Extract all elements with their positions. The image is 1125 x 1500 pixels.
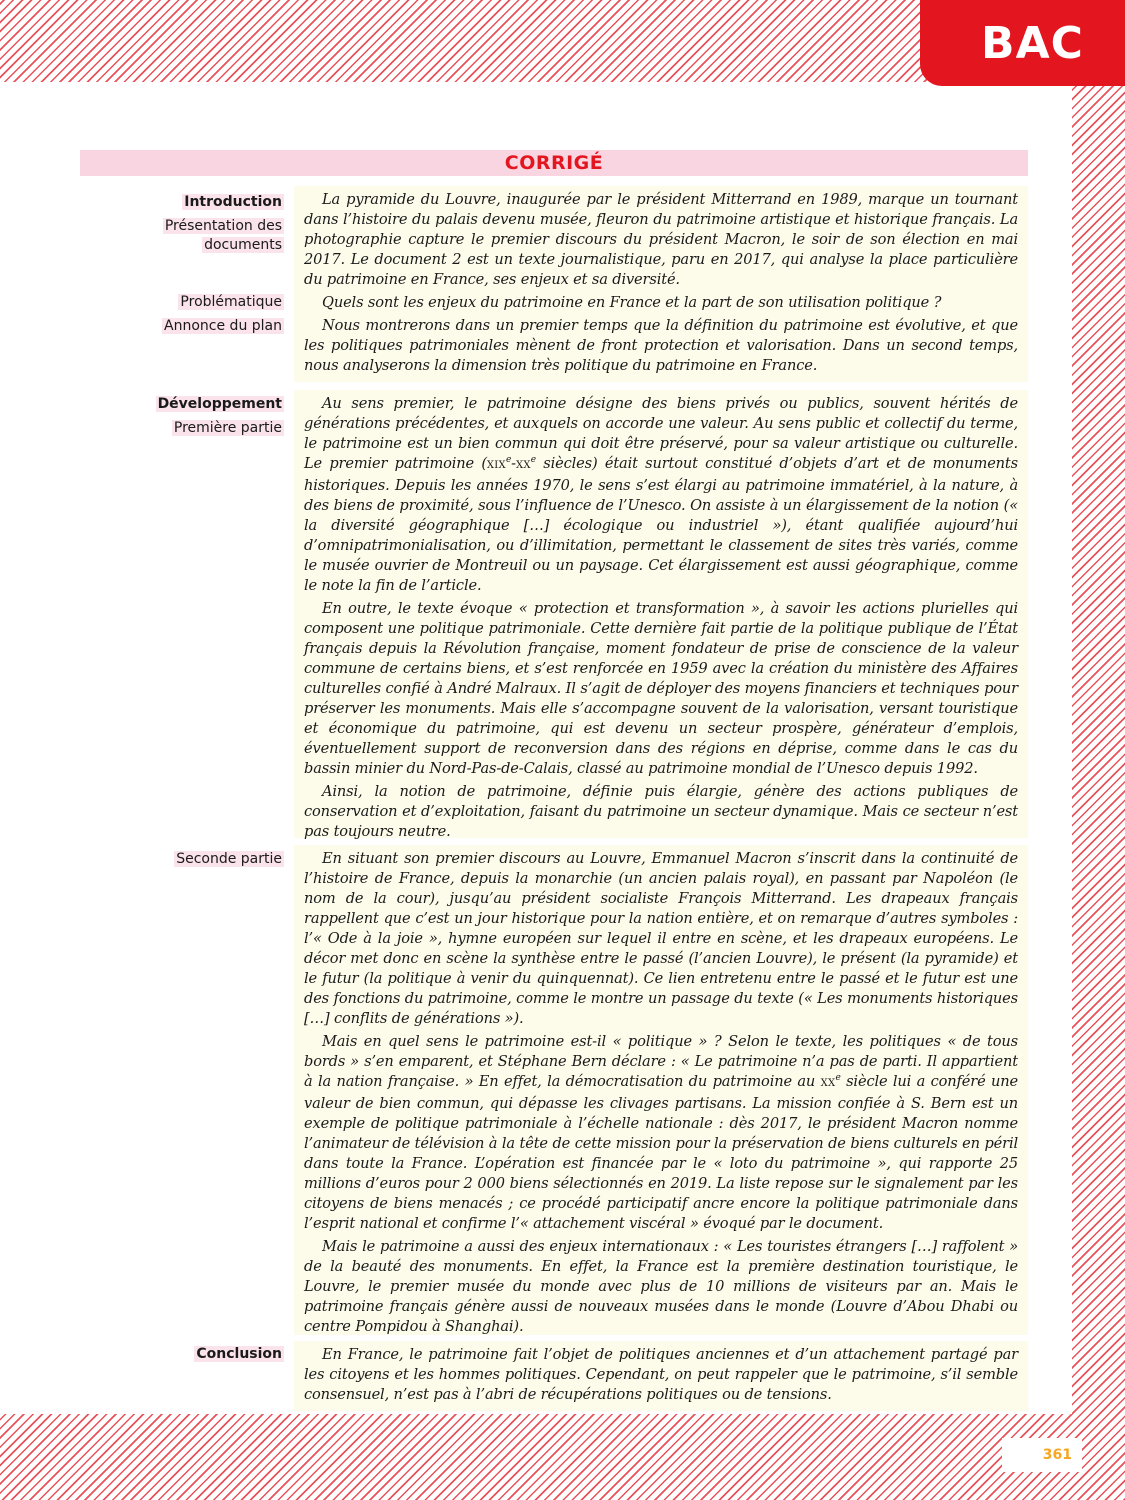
label-annonce: Annonce du plan (164, 318, 282, 334)
intro-presentation-text: La pyramide du Louvre, inaugurée par le président Mitterrand en 1989, marque un tournant dans l’histoire du palais devenu musée, fleuron du patrimoine artistique et historique français. La photographie capture le premier discours du président Macron, le soir de son élection en mai 2017. Le document 2 est un texte journalistique, paru en 2017, qui analyse la place particulière du patrimoine en France, ses enjeux et sa diversité. (304, 191, 1018, 288)
label-conclusion: Conclusion (196, 1346, 282, 1362)
section-premiere-partie (294, 390, 1028, 838)
part2-paragraph-2: Mais en quel sens le patrimoine est-il « politique » ? Selon le texte, les politiques « de tous bords » s’en emparent, et Stéphane Bern déclare : « Le patrimoine n’a pas de parti. Il appartient à la nation française. » En effet, la démocratisation du patrimoine au XXe siècle lui a conféré une valeur de bien commun, qui dépasse les clivages partisans. La mission confiée à S. Bern est un exemple de politique patrimoniale à l’échelle nationale : dès 2017, le président Macron nomme l’animateur de télévision à la tête de cette mission pour la préservation de biens culturels en péril dans toute la France. L’opération est financée par le « loto du patrimoine », qui rapporte 25 millions d’euros pour 2 000 biens sélectionnés en 2019. La liste repose sur le signalement par les citoyens de biens menacés ; ce procédé participatif ancre encore la politique patrimoniale dans l’esprit national et confirme l’« attachement viscéral » évoqué par le document. (304, 1033, 1018, 1232)
part1-paragraph-1: Au sens premier, le patrimoine désigne des biens privés ou publics, souvent hérités de générations précédentes, et auxquels on accorde une valeur. Au sens public et collectif du terme, le patrimoine est un bien commun qui doit être préservé, pour sa valeur artistique ou culturelle. Le premier patrimoine (XIXe-XXe siècles) était surtout constitué d’objets d’art et de monuments historiques. Depuis les années 1970, le sens s’est élargi au patrimoine immatériel, à la nature, à des biens de proximité, sous l’influence de l’Unesco. On assiste à un élargissement de la notion (« la diversité géographique […] écologique ou industriel »), étant qualifiée aujourd’hui d’omnipatrimonialisation, ou d’illimitation, permettant le classement de sites très variés, comme le musée ouvrier de Montreuil ou un paysage. Cet élargissement est aussi géographique, comme le note la fin de l’article. (304, 395, 1018, 594)
intro-problematique-text: Quels sont les enjeux du patrimoine en France et la part de son utilisation politique ? (322, 294, 942, 311)
part1-paragraph-2: En outre, le texte évoque « protection et transformation », à savoir les actions plurielles qui composent une politique patrimoniale. Cette dernière fait partie de la politique publique de l’État français depuis la Révolution française, moment fondateur de prise de conscience de la valeur commune de certains biens, et s’est renforcée en 1959 avec la création du ministère des Affaires culturelles confié à André Malraux. Il s’agit de déployer des moyens financiers et techniques pour préserver les monuments. Mais elle s’accompagne souvent de la valorisation, versant touristique et économique du patrimoine, qui est devenu un secteur prospère, générateur d’emplois, éventuellement support de reconversion dans des régions en déprise, comme dans le cas du bassin minier du Nord-Pas-de-Calais, classé au patrimoine mondial de l’Unesco depuis 1992. (304, 600, 1018, 777)
section-seconde-partie (294, 845, 1028, 1335)
section-conclusion (294, 1341, 1028, 1411)
label-premiere-partie: Première partie (173, 420, 282, 436)
corrige-title: CORRIGÉ (80, 150, 1028, 176)
part2-paragraph-1: En situant son premier discours au Louvre, Emmanuel Macron s’inscrit dans la continuité de l’histoire de France, depuis la monarchie (un ancien palais royal), en passant par Napoléon (le nom de la cour), jusqu’au président socialiste François Mitterrand. Les drapeaux français rappellent que c’est un jour historique pour la nation entière, et on remarque d’autres symboles : l’« Ode à la joie », hymne européen sur lequel il entre en scène, et les drapeaux européens. Le décor met donc en scène la synthèse entre le passé (l’ancien Louvre), le présent (la pyramide) et le futur (la politique à venir du quinquennat). Ce lien entretenu entre le passé et le futur est une des fonctions du patrimoine, comme le montre un passage du texte (« Les monuments historiques […] conflits de générations »). (304, 850, 1018, 1027)
label-developpement: Développement (157, 396, 282, 412)
conclusion-text: En France, le patrimoine fait l’objet de politiques anciennes et d’un attachement partagé par les citoyens et les hommes politiques. Cependant, on peut rappeler que le patrimoine, s’il semble consensuel, n’est pas à l’abri de récupérations politiques ou de tensions. (304, 1346, 1018, 1403)
intro-annonce-text: Nous montrerons dans un premier temps que la définition du patrimoine est évolutive, et que les politiques patrimoniales mènent de front protection et valorisation. Dans un second temps, nous analyserons la dimension très politique du patrimoine en France. (304, 317, 1018, 374)
bac-tab: BAC (920, 0, 1125, 86)
label-introduction: Introduction (184, 194, 282, 210)
part1-paragraph-3: Ainsi, la notion de patrimoine, définie puis élargie, génère des actions publiques de conservation et d’exploitation, faisant du patrimoine un secteur dynamique. Mais ce secteur n’est pas toujours neutre. (304, 783, 1018, 840)
section-introduction (294, 186, 1028, 382)
label-problematique: Problématique (180, 294, 282, 310)
label-presentation: Présentation des documents (164, 218, 282, 253)
part2-paragraph-3: Mais le patrimoine a aussi des enjeux internationaux : « Les touristes étrangers […] raffolent » de la beauté des monuments. En effet, la France est la première destination touristique, le Louvre, le premier musée du monde avec plus de 10 millions de visiteurs par an. Mais le patrimoine français génère aussi de nouveaux musées dans le monde (Louvre d’Abou Dhabi ou centre Pompidou à Shanghai). (304, 1238, 1018, 1335)
page-number: 361 (1002, 1438, 1082, 1472)
label-seconde-partie: Seconde partie (176, 851, 282, 867)
